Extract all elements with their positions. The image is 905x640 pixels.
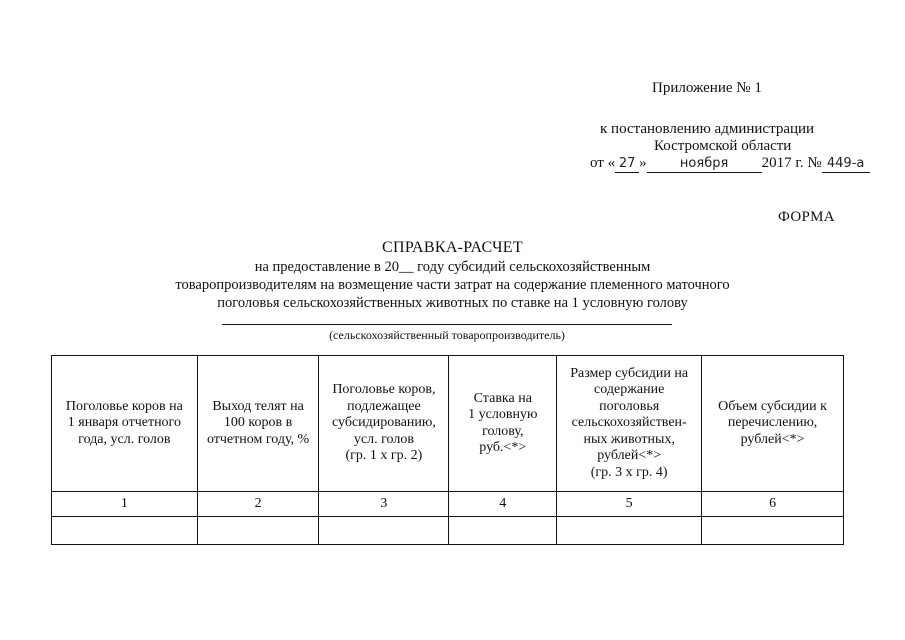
forma-label: ФОРМА [778, 209, 835, 225]
decree-line-2: Костромской области [654, 138, 792, 154]
header-cell-1: Поголовье коров на 1 января отчетного года, усл. голов [52, 356, 198, 492]
column-number-row [52, 492, 844, 517]
header-cell-2: Выход телят на 100 коров в отчетном году, % [197, 356, 319, 492]
date-prefix: от « [590, 155, 616, 171]
producer-caption: (сельскохозяйственный товаропроизводитель) [329, 328, 565, 342]
header-cell-3: Поголовье коров, подлежащее субсидированию, усл. голов (гр. 1 х гр. 2) [319, 356, 449, 492]
column-number-2: 2 [197, 492, 319, 517]
data-cell-6[interactable] [702, 517, 844, 545]
calculation-table [51, 355, 844, 545]
decree-line-1: к постановлению администрации [600, 121, 815, 137]
column-number-6: 6 [702, 492, 844, 517]
date-mid: » [639, 155, 647, 171]
table-header-row [52, 356, 844, 492]
column-number-1: 1 [52, 492, 198, 517]
date-year: 2017 г. № [761, 155, 822, 171]
data-cell-3[interactable] [319, 517, 449, 545]
data-cell-2[interactable] [197, 517, 319, 545]
subtitle-line-3: поголовья сельскохозяйственных животных по ставке на 1 условную голову [217, 295, 688, 311]
column-number-3: 3 [319, 492, 449, 517]
decree-date-line [590, 155, 870, 173]
date-month: ноября [647, 156, 762, 173]
data-cell-1[interactable] [52, 517, 198, 545]
header-cell-5: Размер субсидии на содержание поголовья сельскохозяйствен- ных животных, рублей<*> (гр. 3 х гр. 4) [557, 356, 702, 492]
subtitle-line-1: на предоставление в 20__ году субсидий сельскохозяйственным [254, 259, 651, 275]
decree-number: 449-а [822, 156, 870, 173]
appendix-label: Приложение № 1 [652, 80, 762, 96]
subtitle-line-2: товаропроизводителям на возмещение части затрат на содержание племенного маточного [175, 277, 730, 293]
data-cell-4[interactable] [449, 517, 557, 545]
header-cell-6: Объем субсидии к перечислению, рублей<*> [702, 356, 844, 492]
column-number-4: 4 [449, 492, 557, 517]
table-row [52, 517, 844, 545]
data-cell-5[interactable] [557, 517, 702, 545]
column-number-5: 5 [557, 492, 702, 517]
header-cell-4: Ставка на 1 условную голову, руб.<*> [449, 356, 557, 492]
document-title: СПРАВКА-РАСЧЕТ [382, 239, 523, 256]
producer-signature-line [222, 324, 672, 325]
date-day: 27 [615, 156, 639, 173]
